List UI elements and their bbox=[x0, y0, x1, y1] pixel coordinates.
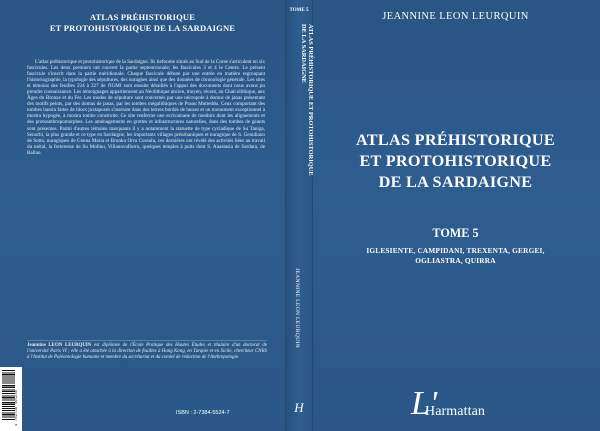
publisher-logo bbox=[395, 387, 525, 427]
back-title-line2: ET PROTOHISTORIQUE DE LA SARDAIGNE bbox=[49, 23, 236, 33]
spine-tome: TOME 5 bbox=[289, 8, 309, 13]
back-title-line1: ATLAS PRÉHISTORIQUE bbox=[89, 12, 196, 22]
front-cover bbox=[311, 0, 600, 431]
subtitle-line2: OGLIASTRA, QUIRRA bbox=[415, 256, 496, 265]
front-title-line1: ATLAS PRÉHISTORIQUE bbox=[356, 131, 555, 149]
publisher-name: Harmattan bbox=[425, 404, 485, 419]
subtitle-line1: IGLESIENTE, CAMPIDANI, TREXENTA, GERGEI, bbox=[366, 246, 545, 255]
isbn: ISBN : 2-7384-5524-7 bbox=[176, 410, 230, 416]
spine-title-line1: ATLAS PRÉHISTORIQUE ET PROTOHISTORIQUE bbox=[307, 24, 314, 176]
bio-author-name: Jeannine LEON LEURQUIN bbox=[27, 343, 92, 348]
author-biography bbox=[27, 343, 267, 361]
book-spine bbox=[285, 0, 313, 431]
back-summary-text: L'atlas préhistorique et protohistorique de la Sardaigne. Ils tiefonme situés au Sud de la Corse s'articulent en six fascicules. Les deux premiers ont couvert la partie septentrionale; les fascicules 3 et 4 le Centre. Le présent fascicule s'inscrit dans la partie méridionale. Chaque fascicule débute par une entrée en matière regroupant l'historiographie, la typologie des sépultures, des nuraghes ainsi que des données de chronologie générale. Les sites et témoins des feuilles 224 à 227 de l'IGMI sont ensuite détaillés à l'appui des documents dont nous avons pu prendre connaissance. Les témoignages appartiennent au Néolithique ancien, moyen, récent, au Chalcolithique, aux Âges du Bronze et du Fer. Les modes de sépulture sont concernés par une nécropole à domus de janas présentant des motifs peints, par des domus de janas, par les tombes mégalithiques de Pranu Mutteddu. Ceux comportant des tombes bassin faites de blocs juxtaposés s'insérant dans des tertres bordés de lauses et un monument exceptionnel à mostra hypogée, à mostra tombe construite. Ce site renferme une ecrivamane de menhirs dont les alignements et des protoanthropomorphes. Les aménagements en grottes et infrastructures naturelles, dans des tombes de géants sont présentes. Parmi d'autres témoins marquants il y a notamment la statuette de type cycladique de Su Taniga, Senorbi, la plus grande et ce type en Sardaigne, les importants villages préurbaniques et nuragique de S. Genuliano de Sotto, nuragiques de Genna Maria et Brunku Orru Cossulu, ces dernières ont révélé des activités liées au travail du métal, la forteresse de Su Molinu, Villanovafiorru, quelques temples à puits dont S. Anastasia de Sardara, de Ballao. bbox=[27, 59, 265, 156]
front-title-line3: DE LA SARDAIGNE bbox=[378, 173, 533, 191]
barcode bbox=[0, 367, 22, 431]
back-cover bbox=[0, 0, 285, 431]
spine-title-line2: DE LA SARDAIGNE bbox=[300, 24, 307, 83]
volume-number: TOME 5 bbox=[432, 226, 479, 240]
spine-publisher-logo: H bbox=[294, 400, 304, 415]
publisher-mark: L' bbox=[411, 385, 438, 422]
front-author: JEANNINE LEON LEURQUIN bbox=[382, 11, 529, 22]
barcode-bars bbox=[2, 370, 15, 420]
bio-text: est diplômée de l'École Pratique des Hautes Études et titulaire d'un doctorat de l'université Paris VI ; elle a été attachée à la direction de fouilles à Hong Kong, en Turquie et en Sicile, chercheur CNRS à l'Institut de Paléontologie humaine et membre du secrétariat et du comité de rédaction de l'Anthropologie. bbox=[27, 343, 267, 360]
divider bbox=[27, 340, 267, 341]
barcode-digits: 9 782738 455246 bbox=[15, 389, 19, 426]
front-title-line2: ET PROTOHISTORIQUE bbox=[359, 152, 552, 170]
spine-author: JEANNINE LEON LEURQUIN bbox=[294, 268, 300, 348]
